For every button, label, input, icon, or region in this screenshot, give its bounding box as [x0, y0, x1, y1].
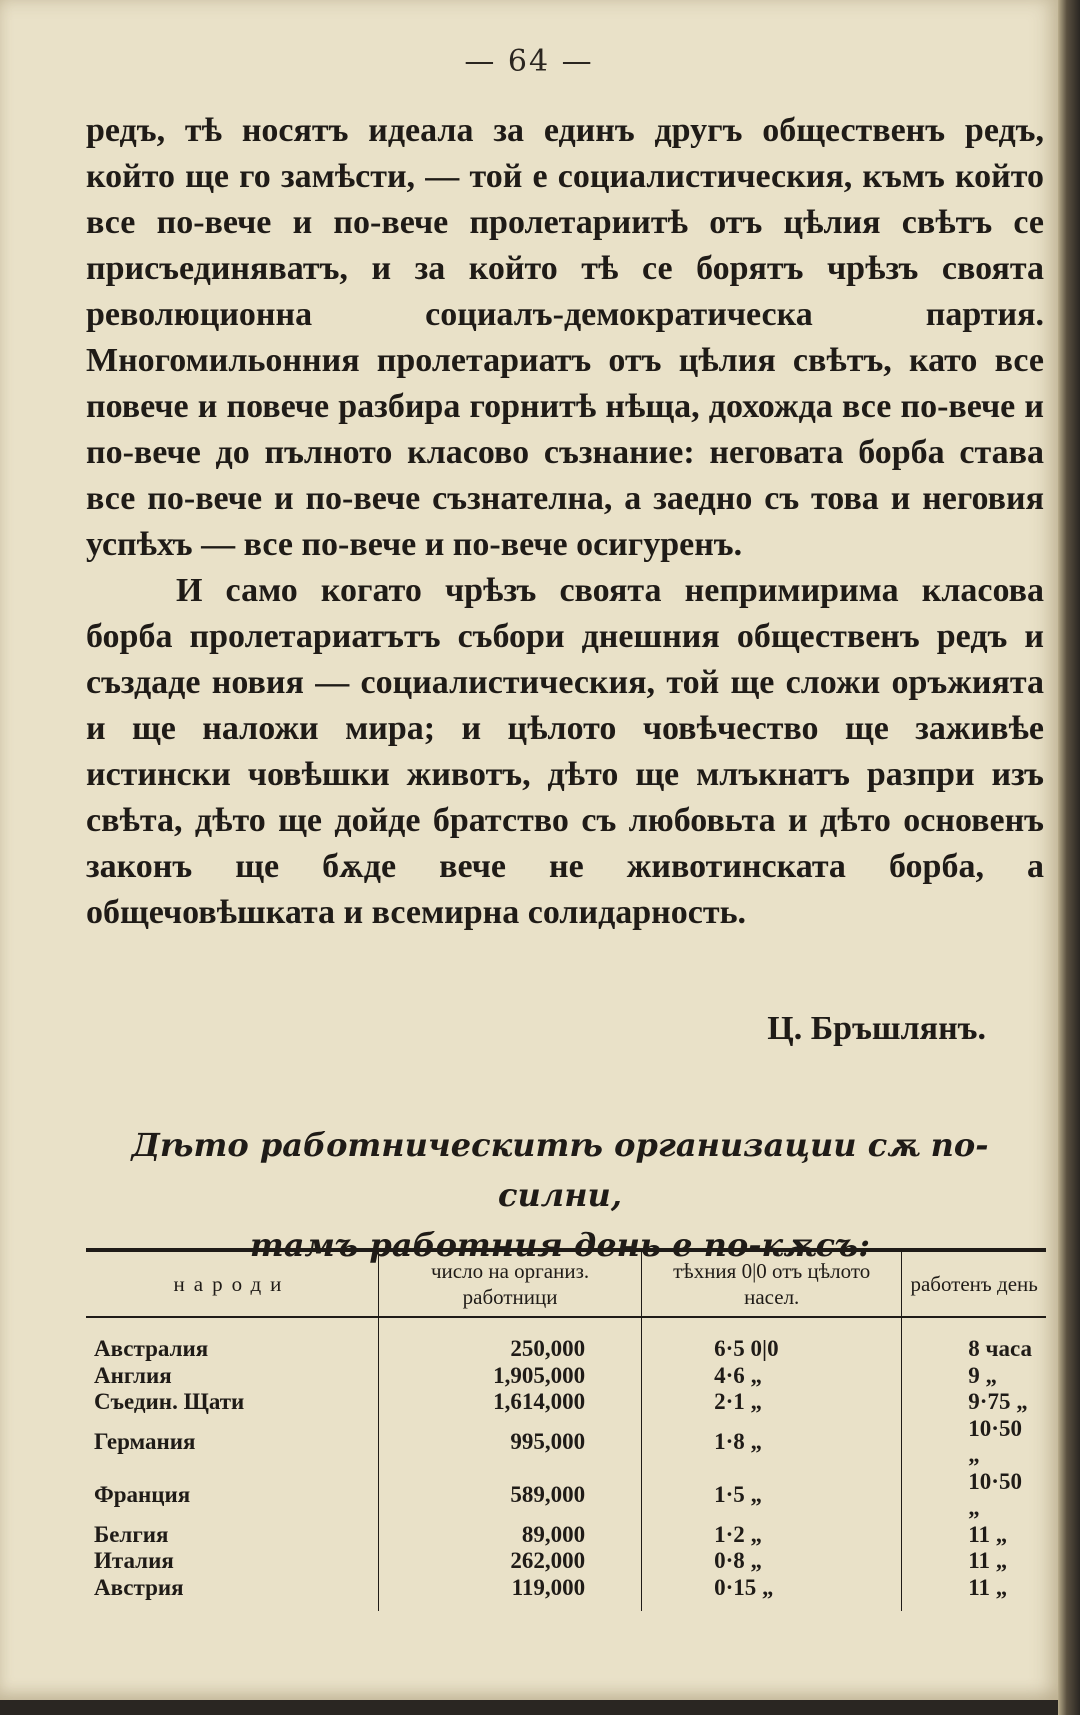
author-signature: Ц. Бръшлянъ.: [767, 1010, 986, 1047]
percent-cell: 2·1 „: [642, 1389, 902, 1416]
workday-cell: 9 „: [968, 1362, 998, 1388]
paragraph-2: И само когато чрѣзъ своята непримирима класова борба пролетариатътъ събори днешния общественъ редъ и създаде новия — социалистическия, той ще сложи оръжията и ще наложи мира; и цѣлото човѣчество ще заживѣе истински човѣшки животъ, дѣто ще млъкнатъ разпри изъ свѣта, дѣто ще дойде братство съ любовьта и дѣто основенъ законъ ще бѫде вече не животинската борба, а общечовѣшката и всемирна солидарность.: [86, 572, 1044, 931]
statistics-table: [86, 1248, 1046, 1611]
column-header-percent: тѣхния 0|0 отъ цѣлото насел.: [642, 1252, 902, 1317]
percent-cell: 0·8 „: [642, 1548, 902, 1575]
country-cell: Австралия: [86, 1336, 379, 1363]
table-row: [86, 1575, 1046, 1602]
percent-cell: 0·15 „: [642, 1575, 902, 1602]
workers-cell: 1,614,000: [379, 1389, 642, 1416]
country-cell: Германия: [86, 1416, 379, 1469]
workday-cell: 11 „: [968, 1574, 1008, 1600]
percent-cell: 4·6 „: [642, 1363, 902, 1390]
workers-cell: 589,000: [379, 1469, 642, 1522]
country-cell: Италия: [86, 1548, 379, 1575]
workers-cell: 262,000: [379, 1548, 642, 1575]
workday-cell: 8 часа: [968, 1336, 1032, 1361]
country-cell: Англия: [86, 1363, 379, 1390]
country-cell: Австрия: [86, 1575, 379, 1602]
column-header-country: народи: [86, 1252, 379, 1317]
workers-cell: 89,000: [379, 1522, 642, 1549]
workday-cell: 11 „: [968, 1521, 1008, 1547]
workday-cell: 10·50 „: [968, 1415, 1022, 1467]
table-row: [86, 1416, 1046, 1469]
body-text: [86, 108, 1044, 936]
workday-cell: 9·75 „: [968, 1389, 1028, 1414]
percent-cell: 1·2 „: [642, 1522, 902, 1549]
workday-cell: 11 „: [968, 1548, 1008, 1573]
country-cell: Белгия: [86, 1522, 379, 1549]
column-header-workday: работенъ день: [902, 1252, 1046, 1317]
country-cell: Съедин. Щати: [86, 1389, 379, 1416]
country-cell: Франция: [86, 1469, 379, 1522]
workday-cell: 10·50 „: [968, 1468, 1022, 1520]
workers-cell: 250,000: [379, 1336, 642, 1363]
table-row: [86, 1363, 1046, 1390]
table-header-row: [86, 1252, 1046, 1317]
heading-line-1: Дѣто работническитѣ организации сѫ по-силни,: [131, 1126, 989, 1214]
percent-cell: 1·8 „: [642, 1416, 902, 1469]
table-row: [86, 1389, 1046, 1416]
paragraph-1: редъ, тѣ носятъ идеала за единъ другъ общественъ редъ, който ще го замѣсти, — той е социалистическия, къмъ който все по-вече и по-вече пролетариитѣ отъ цѣлия свѣтъ се присъединяватъ, и за който тѣ се борятъ чрѣзъ своята революционна социалъ-демократическа партия. Многомильонния пролетариатъ отъ цѣлия свѣтъ, като все повече и повече разбира горнитѣ нѣща, дохожда все по-вече и по-вече до пълното класово съзнание: неговата борба става все по-вече и по-вече съзнателна, а заедно съ това и неговия успѣхъ — все по-вече и по-вече осигуренъ.: [86, 112, 1044, 563]
table-row: [86, 1548, 1046, 1575]
workers-cell: 995,000: [379, 1416, 642, 1469]
table-row: [86, 1522, 1046, 1549]
book-spine-edge: [1058, 0, 1080, 1715]
workers-cell: 1,905,000: [379, 1363, 642, 1390]
table-row: [86, 1336, 1046, 1363]
workers-cell: 119,000: [379, 1575, 642, 1602]
table-row: [86, 1469, 1046, 1522]
heading-line-2: тамъ работния день е по-кѫсъ:: [249, 1226, 871, 1264]
column-header-workers: число на организ. работници: [379, 1252, 642, 1317]
percent-cell: 1·5 „: [642, 1469, 902, 1522]
percent-cell: 6·5 0|0: [642, 1336, 902, 1363]
page-number: — 64 —: [464, 44, 594, 79]
